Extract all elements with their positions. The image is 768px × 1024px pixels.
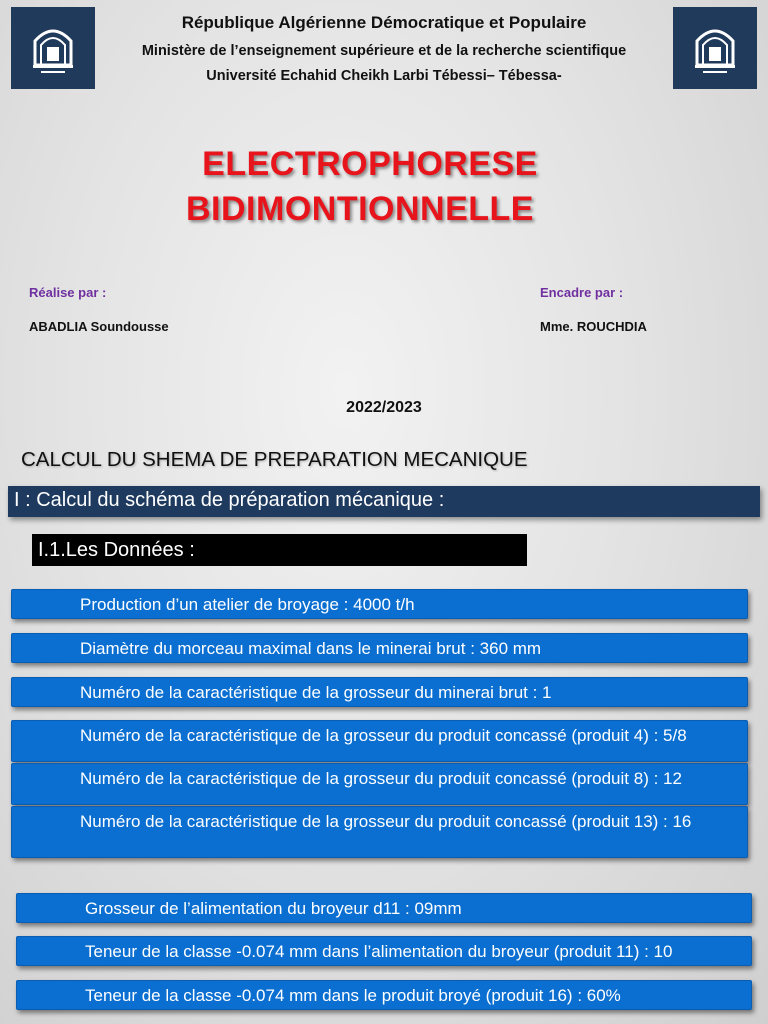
data-item: [16, 936, 752, 966]
university-logo-left: [11, 7, 95, 89]
data-item: [11, 763, 748, 805]
data-item-text: Teneur de la classe -0.074 mm dans l’alimentation du broyeur (produit 11) : 10: [85, 942, 673, 961]
data-item: [11, 720, 748, 762]
data-item-text: Numéro de la caractéristique de la grosseur du produit concassé (produit 8) : 12: [80, 769, 682, 788]
data-item-text: Numéro de la caractéristique de la grosseur du minerai brut : 1: [80, 683, 552, 702]
university-emblem-icon: [673, 7, 757, 89]
header-ministry: Ministère de l’enseignement supérieure et de la recherche scientifique: [141, 43, 627, 59]
realise-label: Réalise par :: [29, 285, 107, 300]
data-item: [16, 893, 752, 923]
data-item-text: Numéro de la caractéristique de la grosseur du produit concassé (produit 13) : 16: [80, 812, 692, 831]
data-item: [11, 806, 748, 858]
header-university: Université Echahid Cheikh Larbi Tébessi– Tébessa-: [206, 68, 562, 84]
data-item: [11, 633, 748, 663]
data-item-text: Diamètre du morceau maximal dans le minerai brut : 360 mm: [80, 639, 542, 658]
data-item: [11, 677, 748, 707]
realise-name: ABADLIA Soundousse: [29, 319, 169, 334]
data-item-text: Production d’un atelier de broyage : 4000 t/h: [80, 595, 415, 614]
data-item: [11, 589, 748, 619]
title-line-2: BIDIMONTIONNELLE: [186, 190, 534, 228]
data-item: [16, 980, 752, 1010]
university-logo-right: [673, 7, 757, 89]
section-heading: CALCUL DU SHEMA DE PREPARATION MECANIQUE: [21, 448, 528, 471]
subsection-bar: I.1.Les Données :: [32, 534, 527, 566]
section-bar: I : Calcul du schéma de préparation mécanique :: [8, 486, 760, 517]
data-item-text: Numéro de la caractéristique de la grosseur du produit concassé (produit 4) : 5/8: [80, 726, 687, 745]
encadre-label: Encadre par :: [540, 285, 624, 300]
title-line-1: ELECTROPHORESE: [202, 145, 538, 183]
data-item-text: Teneur de la classe -0.074 mm dans le produit broyé (produit 16) : 60%: [85, 986, 621, 1005]
university-emblem-icon: [11, 7, 95, 89]
data-item-text: Grosseur de l’alimentation du broyeur d11 : 09mm: [85, 899, 462, 918]
encadre-name: Mme. ROUCHDIA: [540, 319, 647, 334]
header-republic: République Algérienne Démocratique et Populaire: [181, 13, 587, 32]
academic-year: 2022/2023: [346, 399, 422, 416]
